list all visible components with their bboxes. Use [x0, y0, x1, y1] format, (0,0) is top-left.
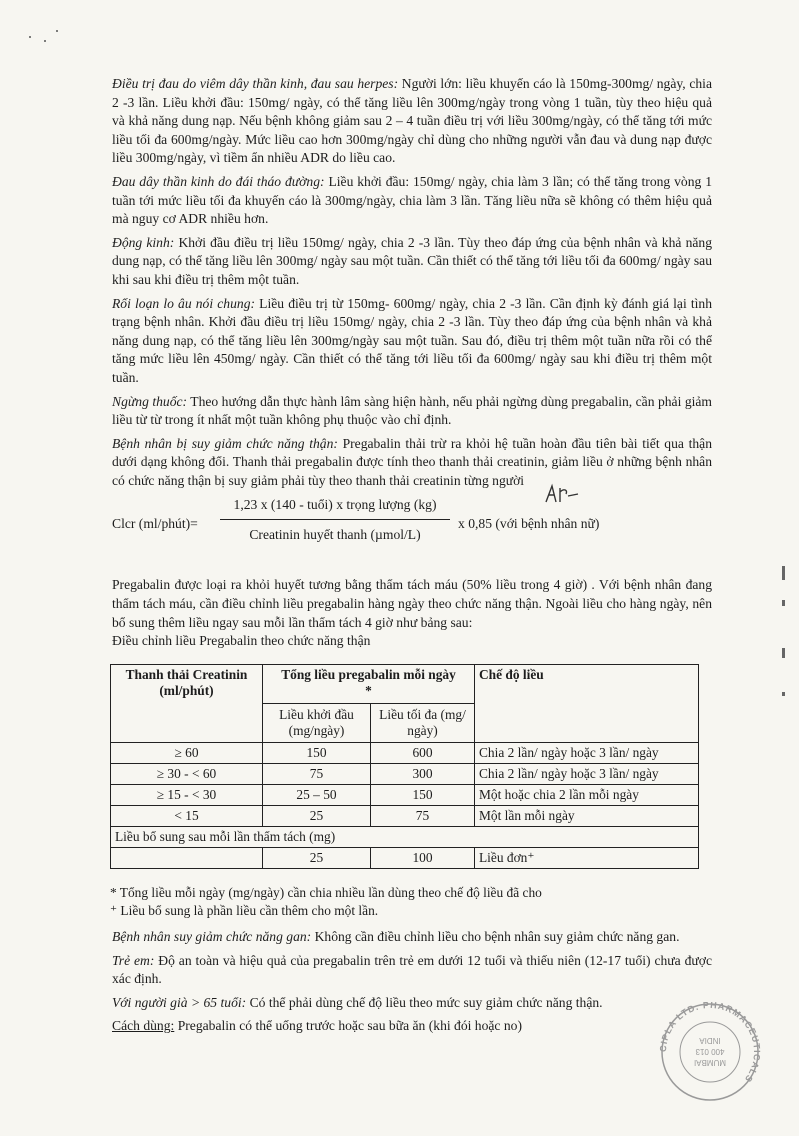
header-total-dose [263, 665, 475, 704]
paragraph-lead: Bệnh nhân suy giảm chức năng gan: [112, 929, 312, 944]
cell-regimen: Chia 2 lần/ ngày hoặc 3 lần/ ngày [475, 764, 699, 785]
subheader-start-dose: Liều khởi đầu (mg/ngày) [263, 704, 371, 743]
footnote-asterisk: * Tổng liều mỗi ngày (mg/ngày) cần chia nhiều lần dùng theo chế độ liều đã cho [110, 885, 542, 900]
table-row-supplement [111, 848, 699, 869]
paragraph-hemodialysis: Pregabalin được loại ra khỏi huyết tương bằng thẩm tách máu (50% liều trong 4 giờ) . Với bệnh nhân đang thẩm tách máu, cần điều chỉnh liều pregabalin hàng ngày theo chức năng thận. Ngoài liều cho hàng ngày, nên bổ sung thêm liều ngay sau mỗi lần thẩm tách 4 giờ như bảng sau: [112, 577, 712, 630]
dose-adjustment-table [110, 664, 699, 869]
paragraph-usage [112, 1017, 712, 1036]
header-asterisk: * [365, 683, 372, 698]
table-row [111, 785, 699, 806]
fraction-bar [220, 519, 450, 520]
paragraph-children [112, 952, 712, 989]
paragraph-neuropathic-pain [112, 75, 712, 168]
cell-clearance: ≥ 60 [111, 743, 263, 764]
header-regimen: Chế độ liều [475, 665, 699, 743]
formula-numerator: 1,23 x (140 - tuổi) x trọng lượng (kg) [233, 497, 437, 513]
creatinine-clearance-formula [112, 496, 712, 554]
cell-regimen: Một lần mỗi ngày [475, 806, 699, 827]
paragraph-body: Pregabalin thải trừ ra khỏi hệ tuần hoàn đầu tiên bài tiết qua thận dưới dạng không đổi. Thanh thải pregabalin được tính theo thanh thải creatinin, giảm liều ở những bệnh nhân có chức năng thận bị suy giảm phải tùy theo thanh thải creatinin từng người [112, 435, 713, 488]
footnote-plus: ⁺ Liều bổ sung là phần liều cần thêm cho một lần. [110, 903, 379, 918]
formula-lhs: Clcr (ml/phút)= [112, 516, 198, 532]
paragraph-body: Pregabalin có thể uống trước hoặc sau bữa ăn (khi đói hoặc no) [174, 1018, 522, 1034]
paragraph-lead: Ngừng thuốc: [112, 393, 188, 409]
scan-edge-mark [782, 566, 785, 580]
cell-empty [111, 848, 263, 869]
cell-clearance: ≥ 15 - < 30 [111, 785, 263, 806]
paragraph-body: Liều điều trị từ 150mg- 600mg/ ngày, chia 2 -3 lần. Cần định kỳ đánh giá lại tình trạng bệnh nhân. Khởi đầu điều trị liều 150mg/ ngày, chia 2 -3 lần. Tùy theo đáp ứng của bệnh nhân và khả năng dung nạp, có thể tăng liều lên 300mg/ngày sau một tuần. Sau đó, điều trị thêm một tuần nữa rồi có thể tăng mức liều lên 450mg/ ngày. Cần thiết có thể tăng tới liều tối đa 600mg/ ngày sau khi điều trị thêm một tuần. [112, 295, 713, 385]
table-row [111, 806, 699, 827]
cell-supplement-label: Liều bổ sung sau mỗi lần thẩm tách (mg) [111, 827, 699, 848]
paragraph-body: Liều khởi đầu: 150mg/ ngày, chia làm 3 lần; có thể tăng trong vòng 1 tuần tới mức liều tối đa khuyến cáo là 300mg/ngày, chia làm 3 lần. Tăng liều nữa sẽ không có thêm hiệu quả mà nguy cơ ADR nhiều hơn. [112, 173, 712, 227]
paragraph-discontinuation [112, 393, 712, 430]
paragraph-lead: Cách dùng: [112, 1018, 175, 1034]
cell-clearance: ≥ 30 - < 60 [111, 764, 263, 785]
handwritten-initial [542, 482, 582, 506]
formula-rhs: x 0,85 (với bệnh nhân nữ) [458, 516, 600, 532]
cell-supplement-start: 25 [263, 848, 371, 869]
cell-start-dose: 25 – 50 [263, 785, 371, 806]
paragraph-body: Theo hướng dẫn thực hành lâm sàng hiện hành, nếu phải ngừng dùng pregabalin, cần phải giảm liều từ từ trong ít nhất một tuần không phụ thuộc vào chỉ định. [112, 393, 713, 428]
paragraph-body: Có thể phải dùng chế độ liều theo mức suy giảm chức năng thận. [246, 994, 603, 1010]
scan-speck [29, 36, 31, 38]
paragraph-anxiety [112, 295, 712, 388]
cell-regimen: Một hoặc chia 2 lần mỗi ngày [475, 785, 699, 806]
table-header-row [111, 665, 699, 704]
cell-max-dose: 300 [371, 764, 475, 785]
scan-speck [56, 30, 58, 32]
paragraph-diabetic-neuropathy [112, 173, 712, 229]
additional-dosage-text [112, 928, 712, 1041]
cell-start-dose: 25 [263, 806, 371, 827]
paragraph-lead: Động kinh: [112, 234, 175, 250]
company-stamp [646, 1002, 774, 1102]
table-row [111, 764, 699, 785]
cell-max-dose: 150 [371, 785, 475, 806]
dosage-text [112, 75, 712, 656]
scan-speck [44, 40, 46, 42]
cell-regimen: Chia 2 lần/ ngày hoặc 3 lần/ ngày [475, 743, 699, 764]
cell-start-dose: 75 [263, 764, 371, 785]
cell-supplement-max: 100 [371, 848, 475, 869]
stamp-city: MUMBAI [694, 1058, 726, 1067]
paragraph-body: Không cần điều chỉnh liều cho bệnh nhân suy giảm chức năng gan. [311, 929, 680, 944]
cell-max-dose: 600 [371, 743, 475, 764]
paragraph-lead: Điều trị đau do viêm dây thần kinh, đau sau herpes: [112, 76, 399, 91]
paragraph-renal [112, 435, 712, 491]
header-clearance: Thanh thải Creatinin (ml/phút) [111, 665, 263, 743]
paragraph-lead: Với người già > 65 tuổi: [112, 994, 247, 1010]
paragraph-epilepsy [112, 234, 712, 290]
paragraph-hepatic [112, 928, 712, 947]
table-row-supplement-label [111, 827, 699, 848]
cell-start-dose: 150 [263, 743, 371, 764]
paragraph-body: Khởi đầu điều trị liều 150mg/ ngày, chia 2 -3 lần. Tùy theo đáp ứng của bệnh nhân và khả năng dung nạp, có thể tăng liều lên 300mg/ ngày sau một tuần. Cần thiết có thể tăng tới liều tối đa 600mg/ ngày sau khi sau khi điều trị thêm một tuần. [112, 234, 712, 287]
paragraph-lead: Đau dây thần kinh do đái tháo đường: [112, 173, 325, 189]
stamp-ring-text: CIPLA LTD. PHARMACEUTICALS [657, 1002, 763, 1085]
formula-denominator: Creatinin huyết thanh (µmol/L) [249, 527, 421, 543]
paragraph-lead: Rối loạn lo âu nói chung: [112, 295, 256, 311]
paragraph-body: Người lớn: liều khuyến cáo là 150mg-300mg/ ngày, chia 2 -3 lần. Liều khởi đầu: 150mg/ ngày, có thể tăng liều lên 300mg/ngày trong vòng 1 tuần, tùy theo hiệu quả và khả năng dung nạp. Nếu bệnh không giảm sau 2 – 4 tuần điều trị với liều 300mg/ngày, có thể tăng tới mức liều tối đa 600mg/ngày. Mức liều cao hơn 300mg/ngày chỉ dùng cho những người vẫn đau và dung nạp được liều 300mg/ngày, vì tiềm ẩn nhiều ADR do liều cao. [112, 76, 712, 166]
paragraph-lead: Trẻ em: [112, 952, 155, 968]
cell-clearance: < 15 [111, 806, 263, 827]
header-total-dose-label: Tổng liều pregabalin mỗi ngày [281, 667, 456, 682]
paragraph-body: Độ an toàn và hiệu quả của pregabalin trên trẻ em dưới 12 tuổi và thiếu niên (12-17 tuổi) chưa được xác định. [112, 952, 712, 987]
paragraph-elderly [112, 994, 712, 1013]
stamp-country: INDIA [699, 1036, 721, 1045]
table-row [111, 743, 699, 764]
cell-supplement-regimen: Liều đơn⁺ [475, 848, 699, 869]
cell-max-dose: 75 [371, 806, 475, 827]
paragraph-lead: Bệnh nhân bị suy giảm chức năng thận: [112, 435, 338, 451]
subheader-max-dose: Liều tối đa (mg/ ngày) [371, 704, 475, 743]
scan-edge-mark [782, 600, 785, 606]
stamp-code: 400 013 [695, 1047, 725, 1056]
scan-edge-mark [782, 648, 785, 658]
table-caption: Điều chỉnh liều Pregabalin theo chức năng thận [112, 633, 371, 649]
scan-edge-mark [782, 692, 785, 696]
